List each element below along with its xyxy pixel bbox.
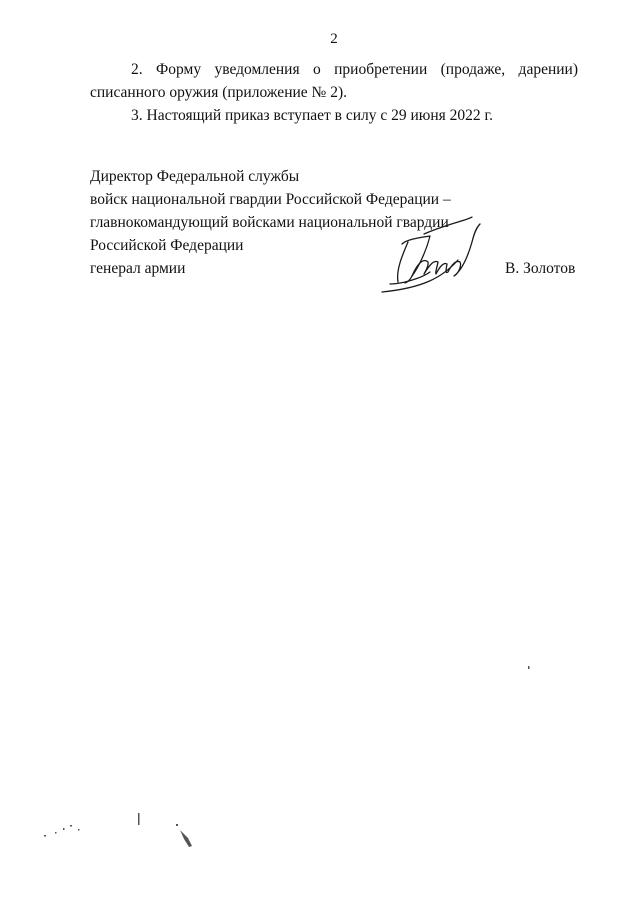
signature-stroke [424,217,472,234]
page-number: 2 [330,31,338,47]
item-2-text-line-2: списанного оружия (приложение № 2). [90,84,347,101]
handwritten-signature [372,212,484,332]
signature-stroke [412,224,480,276]
signatory-title-line-2: войск национальной гвардии Российской Федерации – [90,191,451,208]
scan-speck [63,828,65,830]
scan-speck [55,832,57,834]
item-2-text-line-1: 2. Форму уведомления о приобретении (продаже, дарении) [131,61,578,78]
item-3-text: 3. Настоящий приказ вступает в силу с 29 июня 2022 г. [131,107,494,124]
scan-speck [138,813,140,825]
scan-speck [528,666,530,669]
scan-speck [180,830,192,847]
scan-speck [44,835,46,837]
scan-speck [78,829,80,831]
signature-stroke [402,236,430,283]
signatory-name: В. Золотов [505,260,576,277]
scan-speck [176,824,178,826]
signatory-title-line-4: Российской Федерации [90,237,244,254]
signature-stroke [398,242,408,282]
scan-speck [70,825,72,827]
signatory-title-line-1: Директор Федеральной службы [90,168,300,185]
signatory-rank: генерал армии [90,260,186,277]
signatory-title-line-3: главнокомандующий войсками национальной гвардии [90,214,449,231]
